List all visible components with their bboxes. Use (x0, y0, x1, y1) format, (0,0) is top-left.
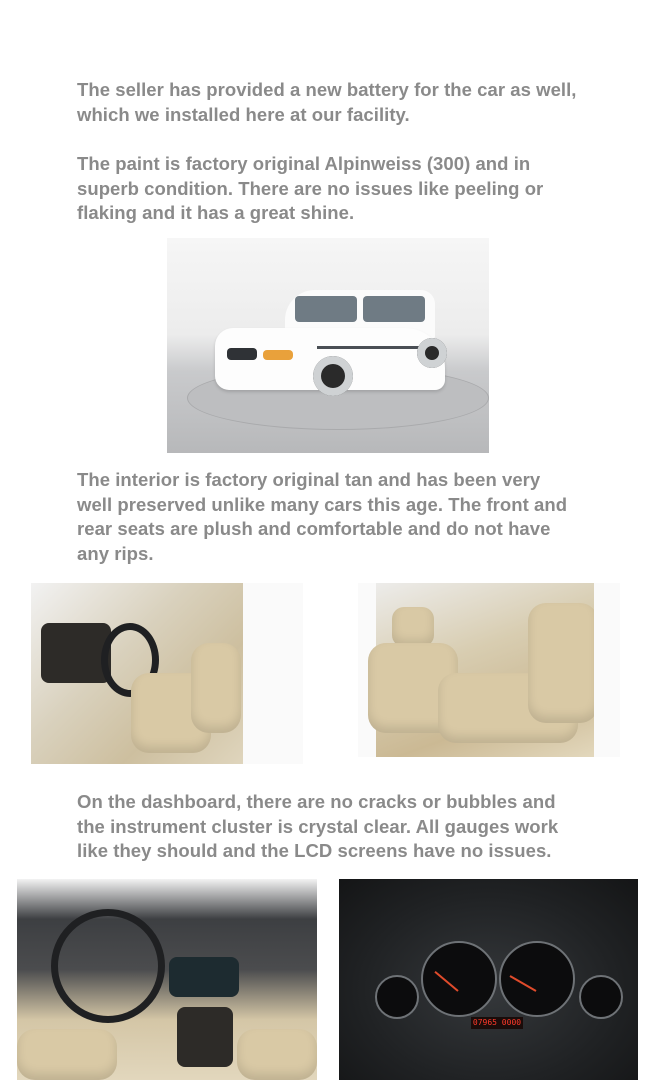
passenger-seat (237, 1029, 317, 1080)
tachometer (499, 941, 575, 1017)
battery-paragraph: The seller has provided a new battery for the car as well, which we installed here at our facility. (77, 79, 577, 125)
rear-seats-photo (358, 583, 620, 757)
car-headlight (263, 350, 293, 360)
odometer-lcd: 07965 0000 (472, 1018, 522, 1027)
car-side-window (363, 296, 425, 322)
front-seats-photo (31, 583, 303, 764)
door-frame-right (594, 583, 620, 757)
temp-gauge (579, 975, 623, 1019)
car-rear-wheel (417, 338, 447, 368)
rear-seat-right (528, 603, 598, 723)
door-frame (243, 583, 303, 764)
exterior-photo (167, 238, 489, 453)
interior-paragraph: The interior is factory original tan and has been very well preserved unlike many cars this age. The front and rear seats are plush and comfortable and do not have any rips. (77, 469, 568, 564)
dashboard-photo (17, 879, 317, 1080)
dashboard-paragraph: On the dashboard, there are no cracks or bubbles and the instrument cluster is crystal clear. All gauges work like they should and the LCD screens have no issues. (77, 791, 559, 861)
fuel-gauge (375, 975, 419, 1019)
driver-seat (17, 1029, 117, 1080)
headrest-left (392, 607, 434, 647)
paint-paragraph: The paint is factory original Alpinweiss (300) and in superb condition. There are no issues like peeling or flaking and it has a great shine. (77, 153, 544, 223)
speedometer (421, 941, 497, 1017)
radio-panel (169, 957, 239, 997)
instrument-cluster-photo (339, 879, 638, 1080)
car-grille (227, 348, 257, 360)
car-windshield (295, 296, 357, 322)
center-console (177, 1007, 233, 1067)
passenger-seat (191, 643, 241, 733)
steering-wheel (51, 909, 165, 1023)
car-front-wheel (313, 356, 353, 396)
